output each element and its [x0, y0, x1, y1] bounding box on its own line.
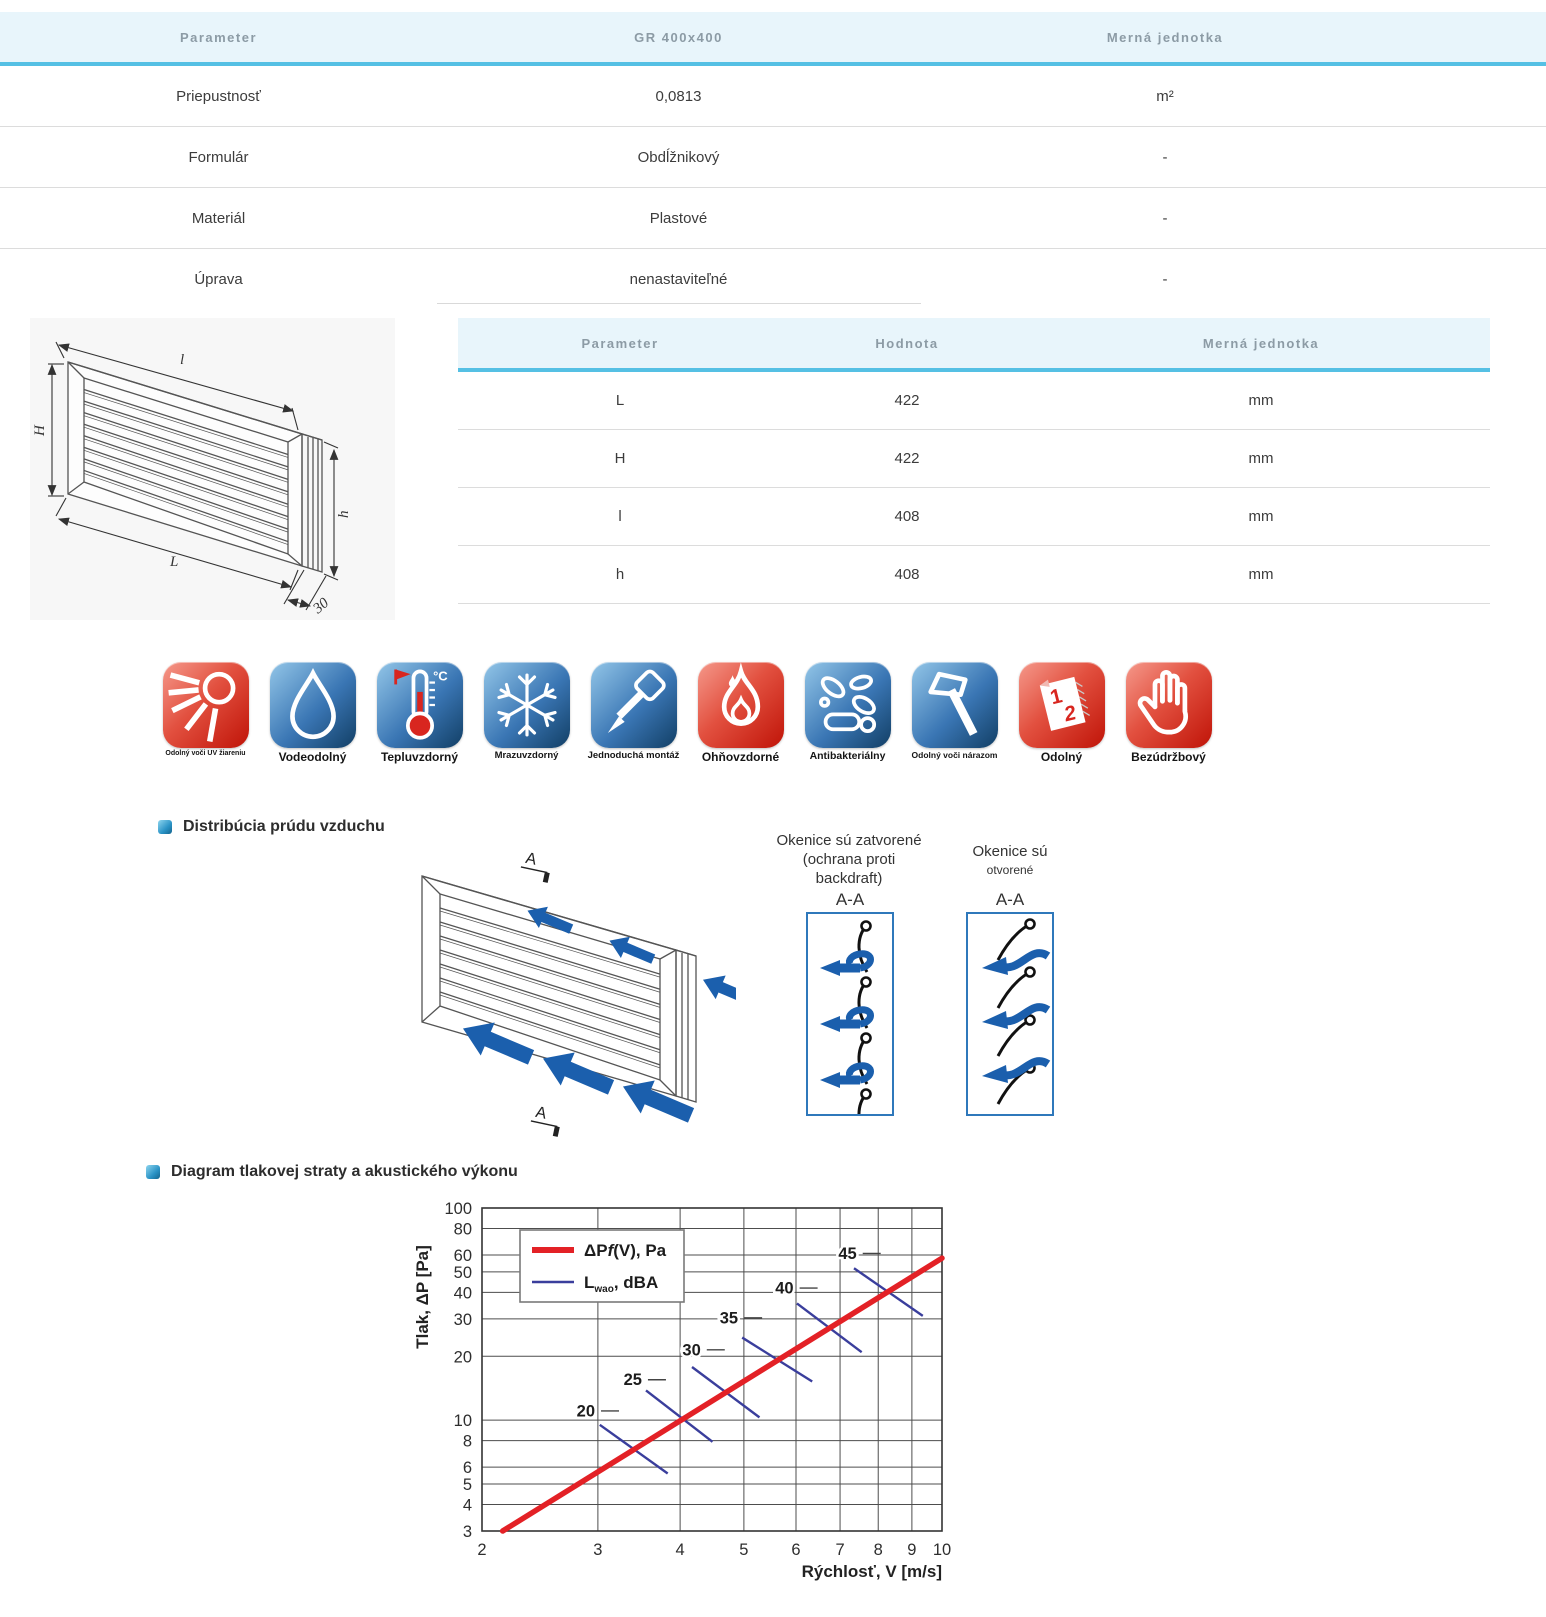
column-header: Merná jednotka	[1202, 335, 1320, 351]
svg-text:8: 8	[462, 1432, 472, 1451]
spec-table-header	[0, 12, 1546, 66]
section-aa-label-closed: A-A	[835, 890, 865, 909]
table-cell: 0,0813	[655, 87, 702, 105]
svg-text:60: 60	[453, 1247, 472, 1266]
table-row	[458, 430, 1490, 488]
table-cell: l	[618, 508, 622, 525]
svg-text:9: 9	[907, 1541, 917, 1559]
table-cell: 408	[894, 566, 920, 583]
y-axis-title: Tlak, ΔP [Pa]	[413, 1245, 432, 1349]
spec-table	[0, 12, 1546, 309]
svg-text:4: 4	[462, 1496, 472, 1515]
feature-label: Odolný	[1040, 750, 1083, 764]
dim-label-H: H	[32, 425, 48, 436]
dim-label-l: l	[180, 352, 185, 368]
feature-label: Ohňovzdorné	[701, 750, 780, 764]
column-header: Parameter	[581, 335, 659, 351]
airflow-grille-figure	[392, 840, 736, 1145]
closed-shutters-caption: Okenice sú zatvorené (ochrana proti backdraft)	[776, 832, 922, 887]
dim-label-depth: 30	[310, 595, 333, 618]
svg-text:°C: °C	[432, 668, 448, 684]
svg-text:2: 2	[477, 1541, 487, 1559]
svg-text:6: 6	[462, 1459, 472, 1478]
svg-text:5: 5	[462, 1475, 472, 1494]
table-row	[0, 127, 1546, 188]
x-axis-title: Rýchlosť, V [m/s]	[801, 1562, 942, 1581]
dim-label-h: h	[336, 510, 352, 518]
svg-text:30: 30	[453, 1310, 472, 1329]
table-cell: 408	[894, 508, 920, 525]
table-cell: Obdĺžnikový	[637, 148, 720, 166]
noise-level-label: 35	[719, 1309, 739, 1328]
feature-label: Jednoduchá montáž	[587, 750, 680, 761]
svg-text:Lwao, dBA: $L_{wao}$, dBA	[584, 1273, 659, 1295]
table-cell: mm	[1248, 508, 1274, 525]
table-cell: Plastové	[649, 209, 708, 227]
feature-fireproof	[687, 662, 794, 764]
chart-section-heading	[146, 1163, 518, 1181]
noise-level-label: 45	[838, 1244, 857, 1263]
feature-impact-resistant	[901, 662, 1008, 760]
hand-icon	[1126, 662, 1212, 748]
dim-label-L: L	[170, 554, 179, 570]
table-cell: nenastaviteľné	[629, 270, 728, 288]
svg-text:5: 5	[739, 1541, 749, 1559]
column-header: Parameter	[179, 29, 258, 45]
sun-rays-icon	[163, 662, 249, 748]
dimension-table	[458, 318, 1490, 604]
svg-text:8: 8	[873, 1541, 883, 1559]
chart-section-title: Diagram tlakovej straty a akustického výkonu	[171, 1163, 518, 1180]
svg-text:10: 10	[932, 1541, 952, 1559]
table-cell: H	[614, 450, 626, 467]
table-cell: m²	[1156, 87, 1174, 105]
airflow-section-title: Distribúcia prúdu vzduchu	[183, 818, 385, 835]
feature-durable	[1008, 662, 1115, 764]
feature-label: Mrazuvzdorný	[494, 750, 559, 761]
section-bullet-icon	[158, 820, 172, 834]
open-shutters-caption: Okenice sú otvorené	[972, 843, 1048, 877]
svg-text:10: 10	[453, 1412, 472, 1431]
feature-label: Vodeodolný	[278, 750, 347, 764]
flame-icon	[698, 662, 784, 748]
spec-table-body	[0, 66, 1546, 309]
noise-level-label: 30	[682, 1341, 701, 1360]
table-cell: -	[1162, 209, 1168, 227]
table-cell: L	[615, 392, 625, 409]
table-row	[0, 66, 1546, 127]
feature-uv-resistant	[152, 662, 259, 757]
table-row	[0, 249, 1546, 309]
feature-label: Tepluvzdorný	[380, 750, 459, 764]
table-cell: 422	[894, 450, 920, 467]
table-row	[458, 372, 1490, 430]
table-row	[458, 546, 1490, 604]
svg-text:4: 4	[675, 1541, 685, 1559]
screwdriver-icon	[591, 662, 677, 748]
table-cell: Úprava	[194, 270, 243, 288]
noise-level-label: 20	[576, 1402, 596, 1421]
water-drop-icon	[270, 662, 356, 748]
dimension-table-header	[458, 318, 1490, 372]
section-cut-mark: A	[534, 1103, 549, 1123]
grille-dimension-figure	[30, 318, 395, 620]
feature-antibacterial	[794, 662, 901, 762]
section-bullet-icon	[146, 1165, 160, 1179]
table-cell: Formulár	[188, 148, 249, 166]
calendar-icon	[1019, 662, 1105, 748]
table-cell: -	[1162, 148, 1168, 166]
column-header: Hodnota	[875, 335, 939, 351]
hammer-icon	[912, 662, 998, 748]
section-aa-label-open: A-A	[995, 890, 1025, 909]
table-cell: mm	[1248, 566, 1274, 583]
svg-text:7: 7	[835, 1541, 845, 1559]
table-cell: -	[1162, 270, 1168, 288]
closed-shutters-section-box	[806, 912, 894, 1116]
column-header: GR 400x400	[634, 29, 723, 45]
svg-text:3: 3	[593, 1541, 603, 1559]
table-cell: Priepustnosť	[176, 87, 261, 105]
dimension-table-body	[458, 372, 1490, 604]
table-cell: mm	[1248, 450, 1274, 467]
feature-label: Antibakteriálny	[809, 750, 886, 762]
svg-text:1: 1	[1047, 684, 1065, 710]
feature-maintenance-free	[1115, 662, 1222, 764]
table-cell: 422	[894, 392, 920, 409]
feature-heat-resistant	[366, 662, 473, 764]
svg-text:3: 3	[462, 1523, 472, 1541]
svg-text:2: 2	[1061, 701, 1078, 727]
svg-text:20: 20	[453, 1348, 472, 1367]
feature-waterproof	[259, 662, 366, 764]
feature-label: Odolný voči UV žiareniu	[165, 750, 246, 757]
svg-text:50: 50	[453, 1263, 472, 1282]
feature-frost-resistant	[473, 662, 580, 761]
noise-level-label: 40	[775, 1279, 794, 1298]
bacteria-icon	[805, 662, 891, 748]
column-header: Merná jednotka	[1106, 29, 1224, 45]
feature-label: Odolný voči nárazom	[911, 750, 998, 760]
dimension-drawing	[30, 318, 395, 620]
pressure-loss-chart	[400, 1192, 980, 1617]
partial-divider	[437, 303, 921, 304]
table-row	[0, 188, 1546, 249]
section-cut-mark: A	[524, 849, 539, 869]
noise-level-label: 25	[623, 1371, 642, 1390]
airflow-section-heading	[158, 818, 385, 836]
feature-easy-install	[580, 662, 687, 761]
snowflake-icon	[484, 662, 570, 748]
table-cell: h	[615, 566, 625, 583]
svg-text:100: 100	[444, 1200, 472, 1218]
table-cell: mm	[1248, 392, 1274, 409]
grille-airflow-drawing	[392, 840, 736, 1140]
thermometer-icon	[377, 662, 463, 748]
feature-label: Bezúdržbový	[1131, 750, 1206, 764]
table-row	[458, 488, 1490, 546]
chart-legend	[520, 1230, 684, 1302]
svg-text:ΔPf(V), Pa: ΔPf(V), Pa	[584, 1241, 667, 1260]
svg-text:80: 80	[453, 1220, 472, 1239]
svg-text:40: 40	[453, 1284, 472, 1303]
svg-text:6: 6	[791, 1541, 801, 1559]
open-shutters-section-box	[966, 912, 1054, 1116]
table-cell: Materiál	[191, 209, 246, 227]
